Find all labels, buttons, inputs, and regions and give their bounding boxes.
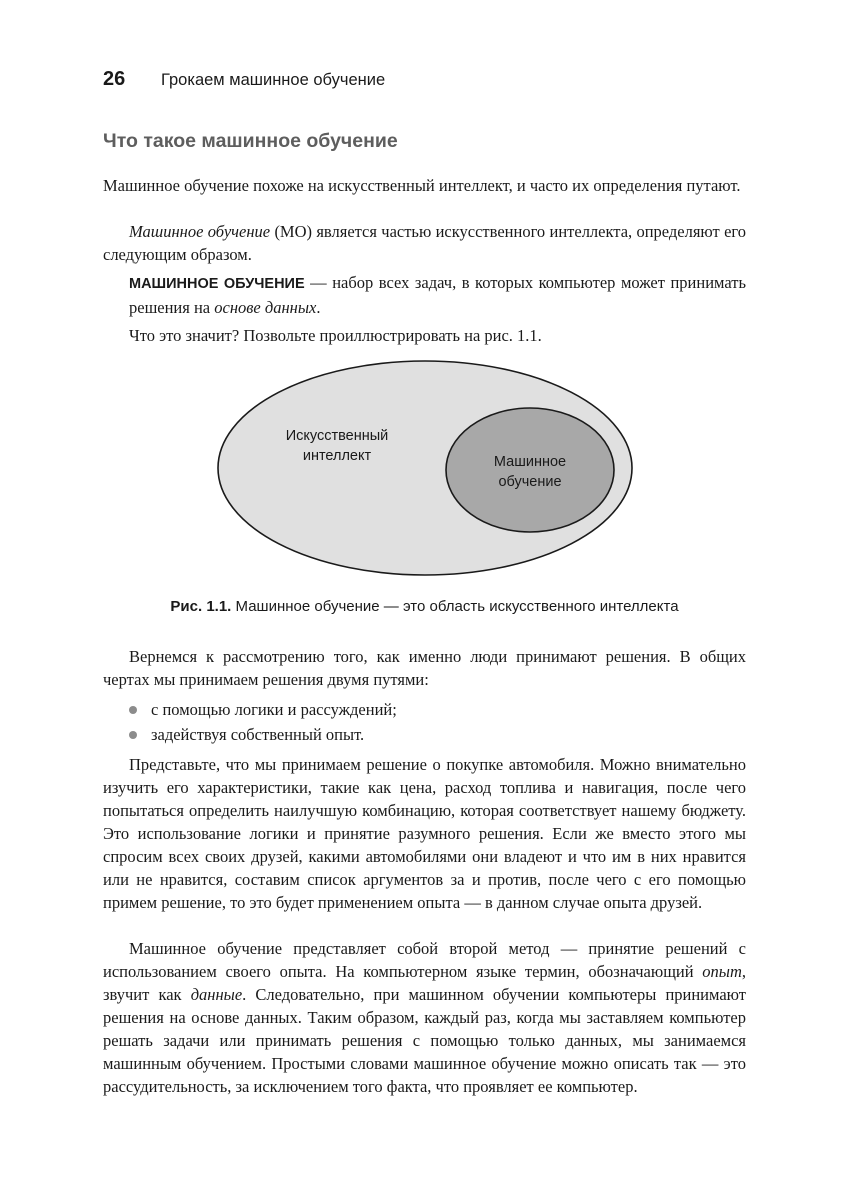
inner-ellipse-ml xyxy=(446,408,614,532)
page-number: 26 xyxy=(103,68,126,90)
figure-caption xyxy=(0,598,849,615)
paragraph-text: Машинное обучение представляет собой второй метод — принятие решений с использованием своего опыта. На компьютерном языке термин, обозначающий xyxy=(103,939,746,981)
bullet-icon xyxy=(129,706,137,714)
list-item-text: задействуя собственный опыт. xyxy=(151,725,365,744)
list-item-text: с помощью логики и рассуждений; xyxy=(151,700,397,719)
definition-italic: основе данных xyxy=(214,298,317,317)
figure-venn-diagram xyxy=(0,360,849,585)
running-head xyxy=(103,68,385,98)
paragraph-ml-definition-intro xyxy=(103,220,746,266)
italic-term: данные xyxy=(190,985,243,1004)
paragraph-text: (МО) является частью искусственного интеллекта, определяют его следующим образом. xyxy=(103,222,746,264)
paragraph-decisions: Вернемся к рассмотрению того, как именно люди принимают решения. В общих чертах мы принимаем решения двумя путями: xyxy=(103,647,746,689)
section-heading: Что такое машинное обучение xyxy=(103,130,398,152)
caption-text: Машинное обучение — это область искусственного интеллекта xyxy=(231,598,679,615)
inner-label-line1: Машинное xyxy=(493,454,567,470)
running-title: Грокаем машинное обучение xyxy=(161,71,386,89)
list-item xyxy=(103,722,746,747)
italic-term: Машинное обучение xyxy=(129,222,271,241)
paragraph-car-example: Представьте, что мы принимаем решение о покупке автомобиля. Можно внимательно изучить его характеристики, такие как цена, расход топлива и навигация, после чего попытаться определить наилучшую комбинацию, которая соответствует нашему бюджету. Это использование логики и принятие разумного решения. Если же вместо этого мы спросим всех своих друзей, какими автомобилями они владеют и что им в них нравится или не нравится, составим список аргументов за и против, после чего с его помощью примем решение, то это будет применением опыта — в данном случае опыта друзей. xyxy=(103,755,746,912)
paragraph-ml-method xyxy=(103,937,746,1098)
definition-text: — набор всех задач, в которых компьютер может принимать решения на xyxy=(129,273,747,317)
paragraph-text: . Следовательно, при машинном обучении компьютеры принимают решения на основе данных. Таким образом, каждый раз, когда мы заставляем компьютер решать задачи или принимать решения с помощью только данных, мы занимаемся машинным обучением. Простыми словами машинное обучение можно описать так — это рассудительность, за исключением того факта, что проявляет ее компьютер. xyxy=(103,985,746,1096)
definition-block xyxy=(129,271,746,319)
paragraph-intro: Машинное обучение похоже на искусственный интеллект, и часто их определения путают. xyxy=(103,176,741,195)
bullet-list xyxy=(103,697,746,747)
caption-label: Рис. 1.1. xyxy=(170,598,232,615)
italic-term: опыт xyxy=(702,962,742,981)
venn-diagram xyxy=(0,360,849,585)
list-item xyxy=(103,697,746,722)
outer-label-line1: Искусственный xyxy=(285,428,389,444)
definition-end: . xyxy=(316,298,321,317)
definition-term: МАШИННОЕ ОБУЧЕНИЕ xyxy=(129,276,305,292)
inner-label-line2: обучение xyxy=(498,474,562,490)
outer-label-line2: интеллект xyxy=(302,448,372,464)
bullet-icon xyxy=(129,731,137,739)
paragraph-figure-ref: Что это значит? Позвольте проиллюстрировать на рис. 1.1. xyxy=(129,326,542,345)
paragraph-text: , звучит как xyxy=(103,962,746,1004)
